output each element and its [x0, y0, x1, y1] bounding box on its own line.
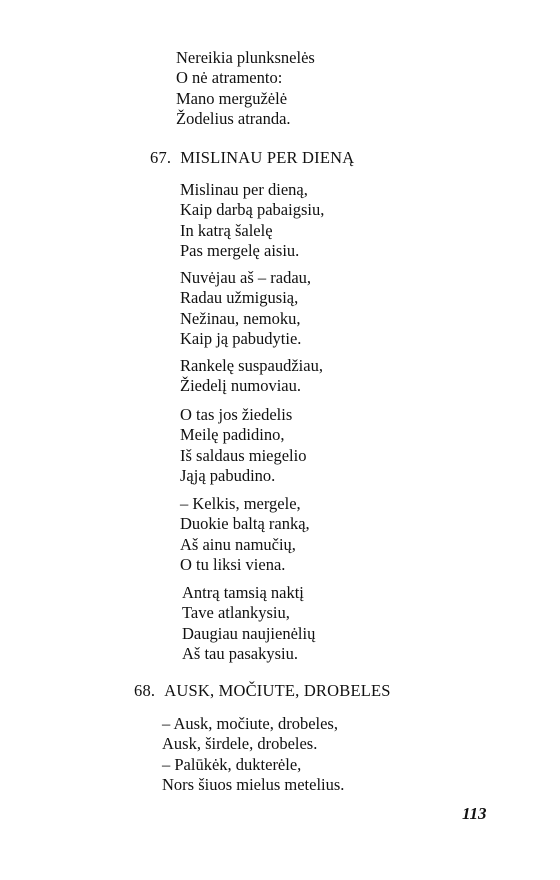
- verse-line: Nuvėjau aš – radau,: [180, 268, 312, 287]
- song-67-stanza-2: [180, 268, 311, 349]
- verse-line: Ausk, širdele, drobeles.: [162, 734, 318, 754]
- song-68-stanza-1: [162, 714, 344, 795]
- song-title: MISLINAU PER DIENĄ: [180, 148, 355, 167]
- verse-line: Radau užmigusią,: [180, 288, 299, 308]
- song-67-stanza-1: [180, 180, 324, 261]
- verse-line: – Ausk, močiute, drobeles,: [162, 714, 338, 733]
- verse-line: – Palūkėk, dukterėle,: [162, 754, 302, 774]
- verse-line: Žodelius atranda.: [176, 108, 291, 128]
- verse-line: In katrą šalelę: [180, 220, 273, 240]
- song-68-heading: [134, 681, 391, 701]
- song-67-stanza-4: [180, 405, 306, 486]
- verse-line: Nežinau, nemoku,: [180, 308, 301, 328]
- verse-line: – Kelkis, mergele,: [180, 494, 301, 513]
- intro-stanza: [176, 48, 315, 129]
- verse-line: Mano mergužėlė: [176, 88, 288, 108]
- verse-line: Meilę padidino,: [180, 425, 285, 445]
- verse-line: Duokie baltą ranką,: [180, 514, 310, 534]
- page-number: 113: [462, 804, 487, 823]
- verse-line: Kaip darbą pabaigsiu,: [180, 200, 325, 220]
- verse-line: Antrą tamsią naktį: [182, 583, 304, 602]
- song-67-stanza-6: [182, 583, 315, 664]
- verse-line: Aš ainu namučių,: [180, 534, 296, 554]
- song-67-stanza-5: [180, 494, 310, 575]
- song-67-heading: [150, 148, 354, 168]
- verse-line: Žiedelį numoviau.: [180, 376, 301, 396]
- verse-line: O nė atramento:: [176, 68, 283, 88]
- verse-line: Rankelę suspaudžiau,: [180, 356, 323, 375]
- verse-line: Tave atlankysiu,: [182, 603, 290, 623]
- verse-line: Aš tau pasakysiu.: [182, 643, 298, 663]
- verse-line: Nereikia plunksnelės: [176, 48, 315, 67]
- verse-line: Kaip ją pabudytie.: [180, 328, 302, 348]
- verse-line: Jąją pabudino.: [180, 465, 276, 485]
- verse-line: Daugiau naujienėlių: [182, 623, 316, 643]
- song-number: 67.: [150, 148, 172, 167]
- verse-line: O tas jos žiedelis: [180, 405, 293, 424]
- song-67-stanza-3: [180, 356, 323, 397]
- verse-line: Pas mergelę aisiu.: [180, 240, 300, 260]
- song-number: 68.: [134, 681, 156, 700]
- verse-line: Iš saldaus miegelio: [180, 445, 307, 465]
- song-title: AUSK, MOČIUTE, DROBELES: [164, 681, 391, 700]
- verse-line: O tu liksi viena.: [180, 554, 286, 574]
- verse-line: Nors šiuos mielus metelius.: [162, 774, 345, 794]
- verse-line: Mislinau per dieną,: [180, 180, 308, 199]
